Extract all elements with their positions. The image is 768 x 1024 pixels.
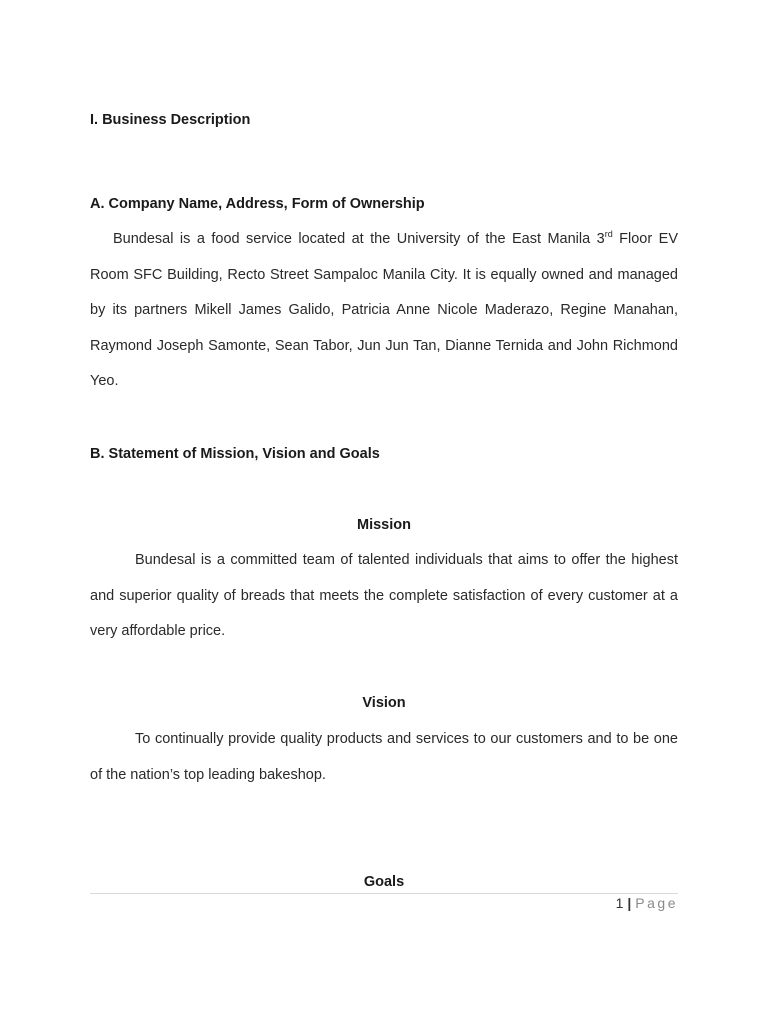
goals-heading: Goals <box>363 874 405 890</box>
mission-paragraph: Bundesal is a committed team of talented individuals that aims to offer the highest and superior quality of breads that meets the complete satisfaction of every customer at a very affordable price. <box>90 552 678 640</box>
page-number: 1 <box>615 895 624 911</box>
subsection-b-title: B. Statement of Mission, Vision and Goals <box>90 446 380 462</box>
subsection-a-title: A. Company Name, Address, Form of Ownership <box>90 196 425 212</box>
ordinal-superscript: rd <box>604 229 613 240</box>
mission-heading: Mission <box>357 517 411 533</box>
vision-heading: Vision <box>362 695 406 711</box>
page-footer <box>616 895 678 911</box>
footer-separator: | <box>627 895 632 911</box>
company-description-paragraph <box>90 222 678 400</box>
vision-paragraph: To continually provide quality products and services to our customers and to be one of the nation’s top leading bakeshop. <box>90 731 678 783</box>
section-title: I. Business Description <box>90 112 251 128</box>
company-description-text-start: Bundesal is a food service located at the University of the East Manila 3 <box>113 231 605 247</box>
footer-divider <box>90 893 678 894</box>
company-description-text-end: Floor EV Room SFC Building, Recto Street Sampaloc Manila City. It is equally owned and managed by its partners Mikell James Galido, Patricia Anne Nicole Maderazo, Regine Manahan, Raymond Joseph Samonte, Sean Tabor, Jun Jun Tan, Dianne Ternida and John Richmond Yeo. <box>90 231 678 390</box>
page-label: Page <box>635 895 678 911</box>
